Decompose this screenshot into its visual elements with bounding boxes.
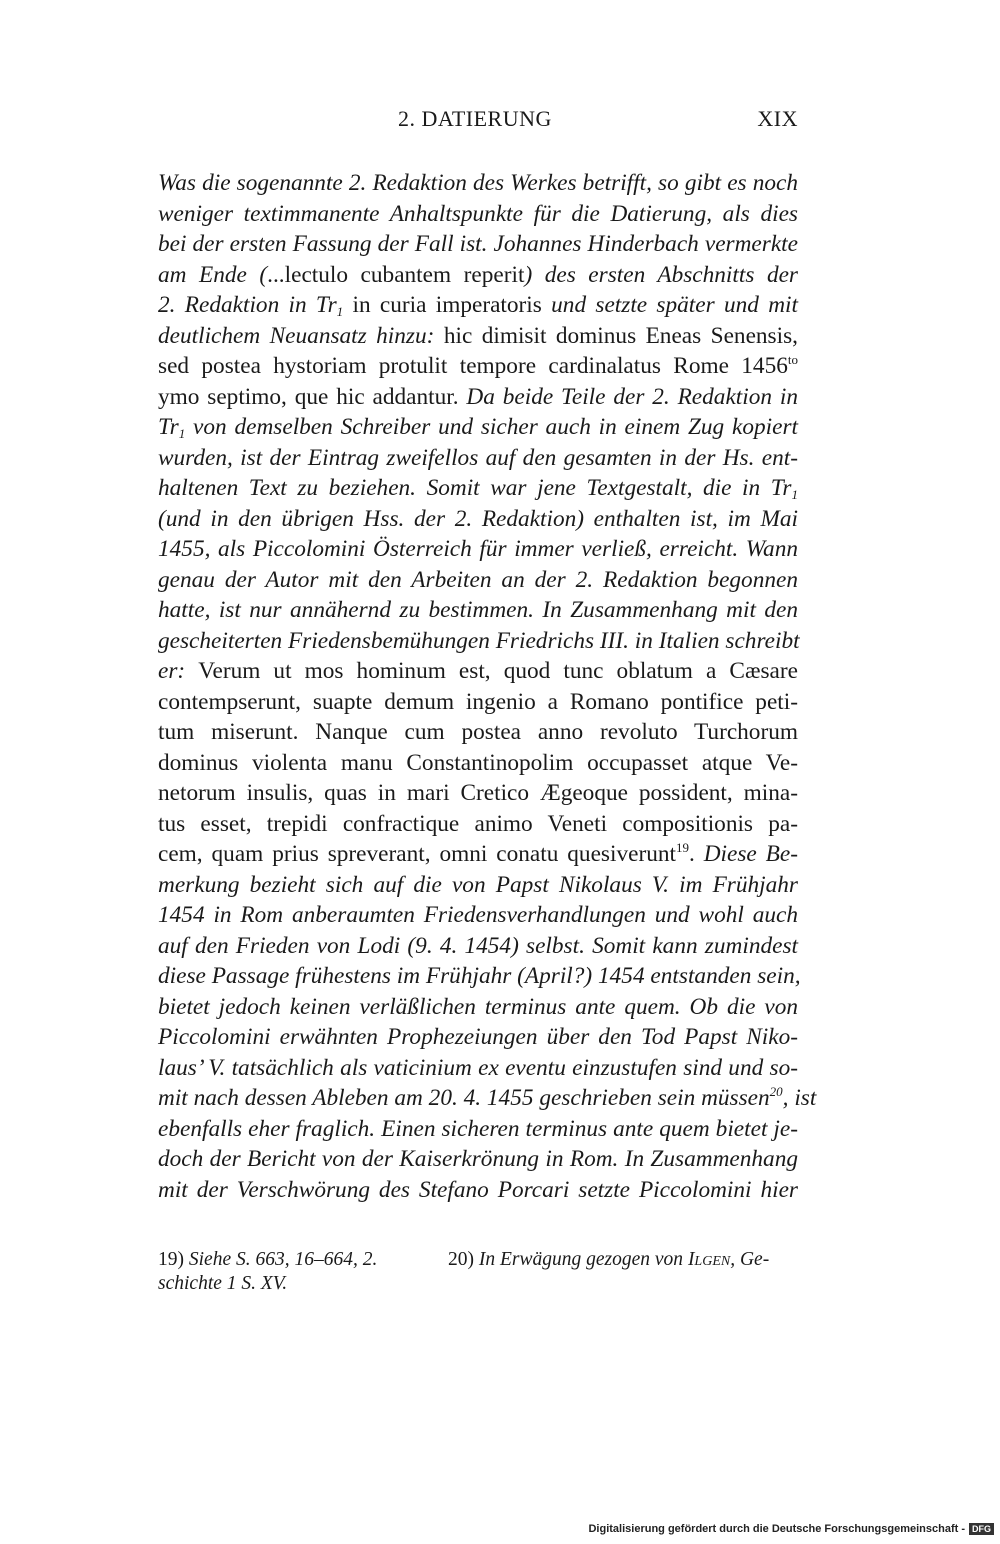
text-run: 1454 in Rom anberaumten Friedensverhandlungen und wohl auch [158,902,798,928]
footnote-19 [158,1248,398,1296]
text-line [158,473,798,504]
footnote-number: 19) [158,1249,189,1270]
credit-text: Digitalisierung gefördert durch die Deutsche Forschungsgemeinschaft - [588,1523,965,1535]
text-run: Diese Be- [703,841,798,867]
text-run: deutlichem Neuansatz hinzu: [158,322,444,349]
subscript: 1 [178,426,186,441]
text-line [158,199,798,230]
footnote-text: schichte 1 S. XV. [158,1273,288,1294]
text-run: Da beide Teile der 2. Redaktion in [466,383,798,410]
text-line [158,656,798,687]
text-run: bietet jedoch keinen verläßlichen terminus ante quem. Ob die von [158,993,798,1020]
footnote-ref: 20 [769,1084,783,1099]
chapter-title: 2. DATIERUNG [398,106,552,131]
text-line [158,321,798,352]
text-run: ebenfalls eher fraglich. Einen sicheren terminus ante quem bietet je- [158,1115,798,1142]
footnote-ref: to [787,352,798,367]
body-text [158,168,817,1205]
text-line [158,534,798,565]
text-run: 1455, als Piccolomini Österreich für immer verließ, erreicht. Wann [158,536,798,562]
subscript: 1 [336,304,344,319]
text-run: ...lectulo cubantem reperit [267,261,525,288]
text-line [158,443,798,474]
text-run: ) des ersten Abschnitts der [524,261,798,288]
text-line [158,748,798,779]
text-line [158,1053,798,1084]
footnote-ref: 19 [675,840,689,855]
running-header [158,106,798,140]
footnote-text: , Ge- [730,1249,770,1270]
footnote-number: 20) [448,1249,479,1270]
text-run: Piccolomini erwähnten Prophezeiungen über den Tod Papst Niko- [158,1024,798,1050]
text-run: Was die sogenannte 2. Redaktion des Werkes betrifft, so gibt es noch [158,170,798,196]
text-line [158,992,798,1023]
text-run: contempserunt, suapte demum ingenio a Romano pontifice peti- [158,688,798,715]
text-run: netorum insulis, quas in mari Cretico Ægeoque possident, mina- [158,780,798,806]
text-line [158,565,798,596]
text-run: dominus violenta manu Constantinopolim occupasset atque Ve- [158,749,798,776]
text-run: . [688,841,704,867]
text-run: Verum ut mos hominum est, quod tunc oblatum a Cæsare [198,658,798,684]
text-line [158,1175,798,1206]
text-line [158,809,798,840]
text-run: auf den Frieden von Lodi (9. 4. 1454) selbst. Somit kann zumindest [158,932,798,959]
text-run: genau der Autor mit den Arbeiten an der 2. Redaktion begonnen [158,566,798,593]
footnote-text: Siehe S. 663, 16–664, 2. [188,1249,378,1270]
text-line [158,717,798,748]
text-run: , ist [782,1085,817,1111]
text-line [158,1144,798,1175]
footnote-text: In Erwägung gezogen von [478,1249,688,1270]
page-number: XIX [757,106,798,131]
text-run: tum miserunt. Nanque cum postea anno revoluto Turchorum [158,719,798,745]
dfg-logo: DFG [969,1523,994,1535]
text-run: haltenen Text zu beziehen. Somit war jene Textgestalt, die in Tr [158,475,792,501]
footnote-author: Ilgen [687,1249,731,1270]
text-line [158,351,798,382]
text-line [158,229,798,260]
text-run: wurden, ist der Eintrag zweifellos auf den gesamten in der Hs. ent- [158,444,798,471]
text-line [158,900,798,931]
text-run: cem, quam prius spreverant, omni conatu quesiverunt [158,841,676,867]
text-run: weniger textimmanente Anhaltspunkte für die Datierung, als dies [158,200,798,227]
text-line [158,961,801,992]
text-run: mit der Verschwörung des Stefano Porcari setzte Piccolomini hier [158,1176,798,1203]
digitization-credit [588,1520,994,1538]
text-run: Tr [158,414,179,440]
text-run: hic dimisit dominus Eneas Senensis, [443,322,798,349]
footnote-20 [448,1248,798,1272]
text-run: er: [158,658,199,684]
text-line [158,260,798,291]
text-run: am Ende ( [158,261,268,288]
text-line [158,931,798,962]
text-line [158,168,798,199]
subscript: 1 [791,487,798,502]
text-line [158,626,798,657]
text-run: laus’ V. tatsächlich als vaticinium ex eventu einzustufen sind und so- [158,1054,798,1081]
text-line [158,1114,798,1145]
text-run: (und in den übrigen Hss. der 2. Redaktion) enthalten ist, im Mai [158,505,798,532]
text-line [158,1022,798,1053]
text-run: merkung bezieht sich auf die von Papst Nikolaus V. im Frühjahr [158,871,798,898]
text-run: hatte, ist nur annähernd zu bestimmen. In Zusammenhang mit den [158,597,798,623]
text-run: doch der Bericht von der Kaiserkrönung in Rom. In Zusammenhang [158,1146,798,1172]
text-line [158,504,798,535]
text-line [158,595,798,626]
text-line [158,290,798,321]
text-run: sed postea hystoriam protulit tempore cardinalatus Rome 1456 [158,353,788,379]
text-run: diese Passage frühestens im Frühjahr (April?) 1454 entstanden sein, [158,963,801,989]
text-run: 2. Redaktion in Tr [158,292,337,318]
text-line [158,412,798,443]
text-run: tus esset, trepidi confractique animo Veneti compositionis pa- [158,810,798,837]
text-line [158,839,798,870]
text-run: gescheiterten Friedensbemühungen Friedrichs III. in Italien schreibt [158,627,800,654]
text-run: mit nach dessen Ableben am 20. 4. 1455 geschrieben sein müssen [158,1085,770,1111]
text-line [158,382,798,413]
text-run: von demselben Schreiber und sicher auch in einem Zug kopiert [185,414,798,440]
text-run: in curia imperatoris [343,292,552,318]
text-line [158,1083,817,1114]
text-run: und setzte später und mit [551,292,798,318]
text-line [158,687,798,718]
text-line [158,870,798,901]
text-run: ymo septimo, que hic addantur. [158,383,467,410]
text-run: bei der ersten Fassung der Fall ist. Johannes Hinderbach vermerkte [158,231,798,257]
text-line [158,778,798,809]
